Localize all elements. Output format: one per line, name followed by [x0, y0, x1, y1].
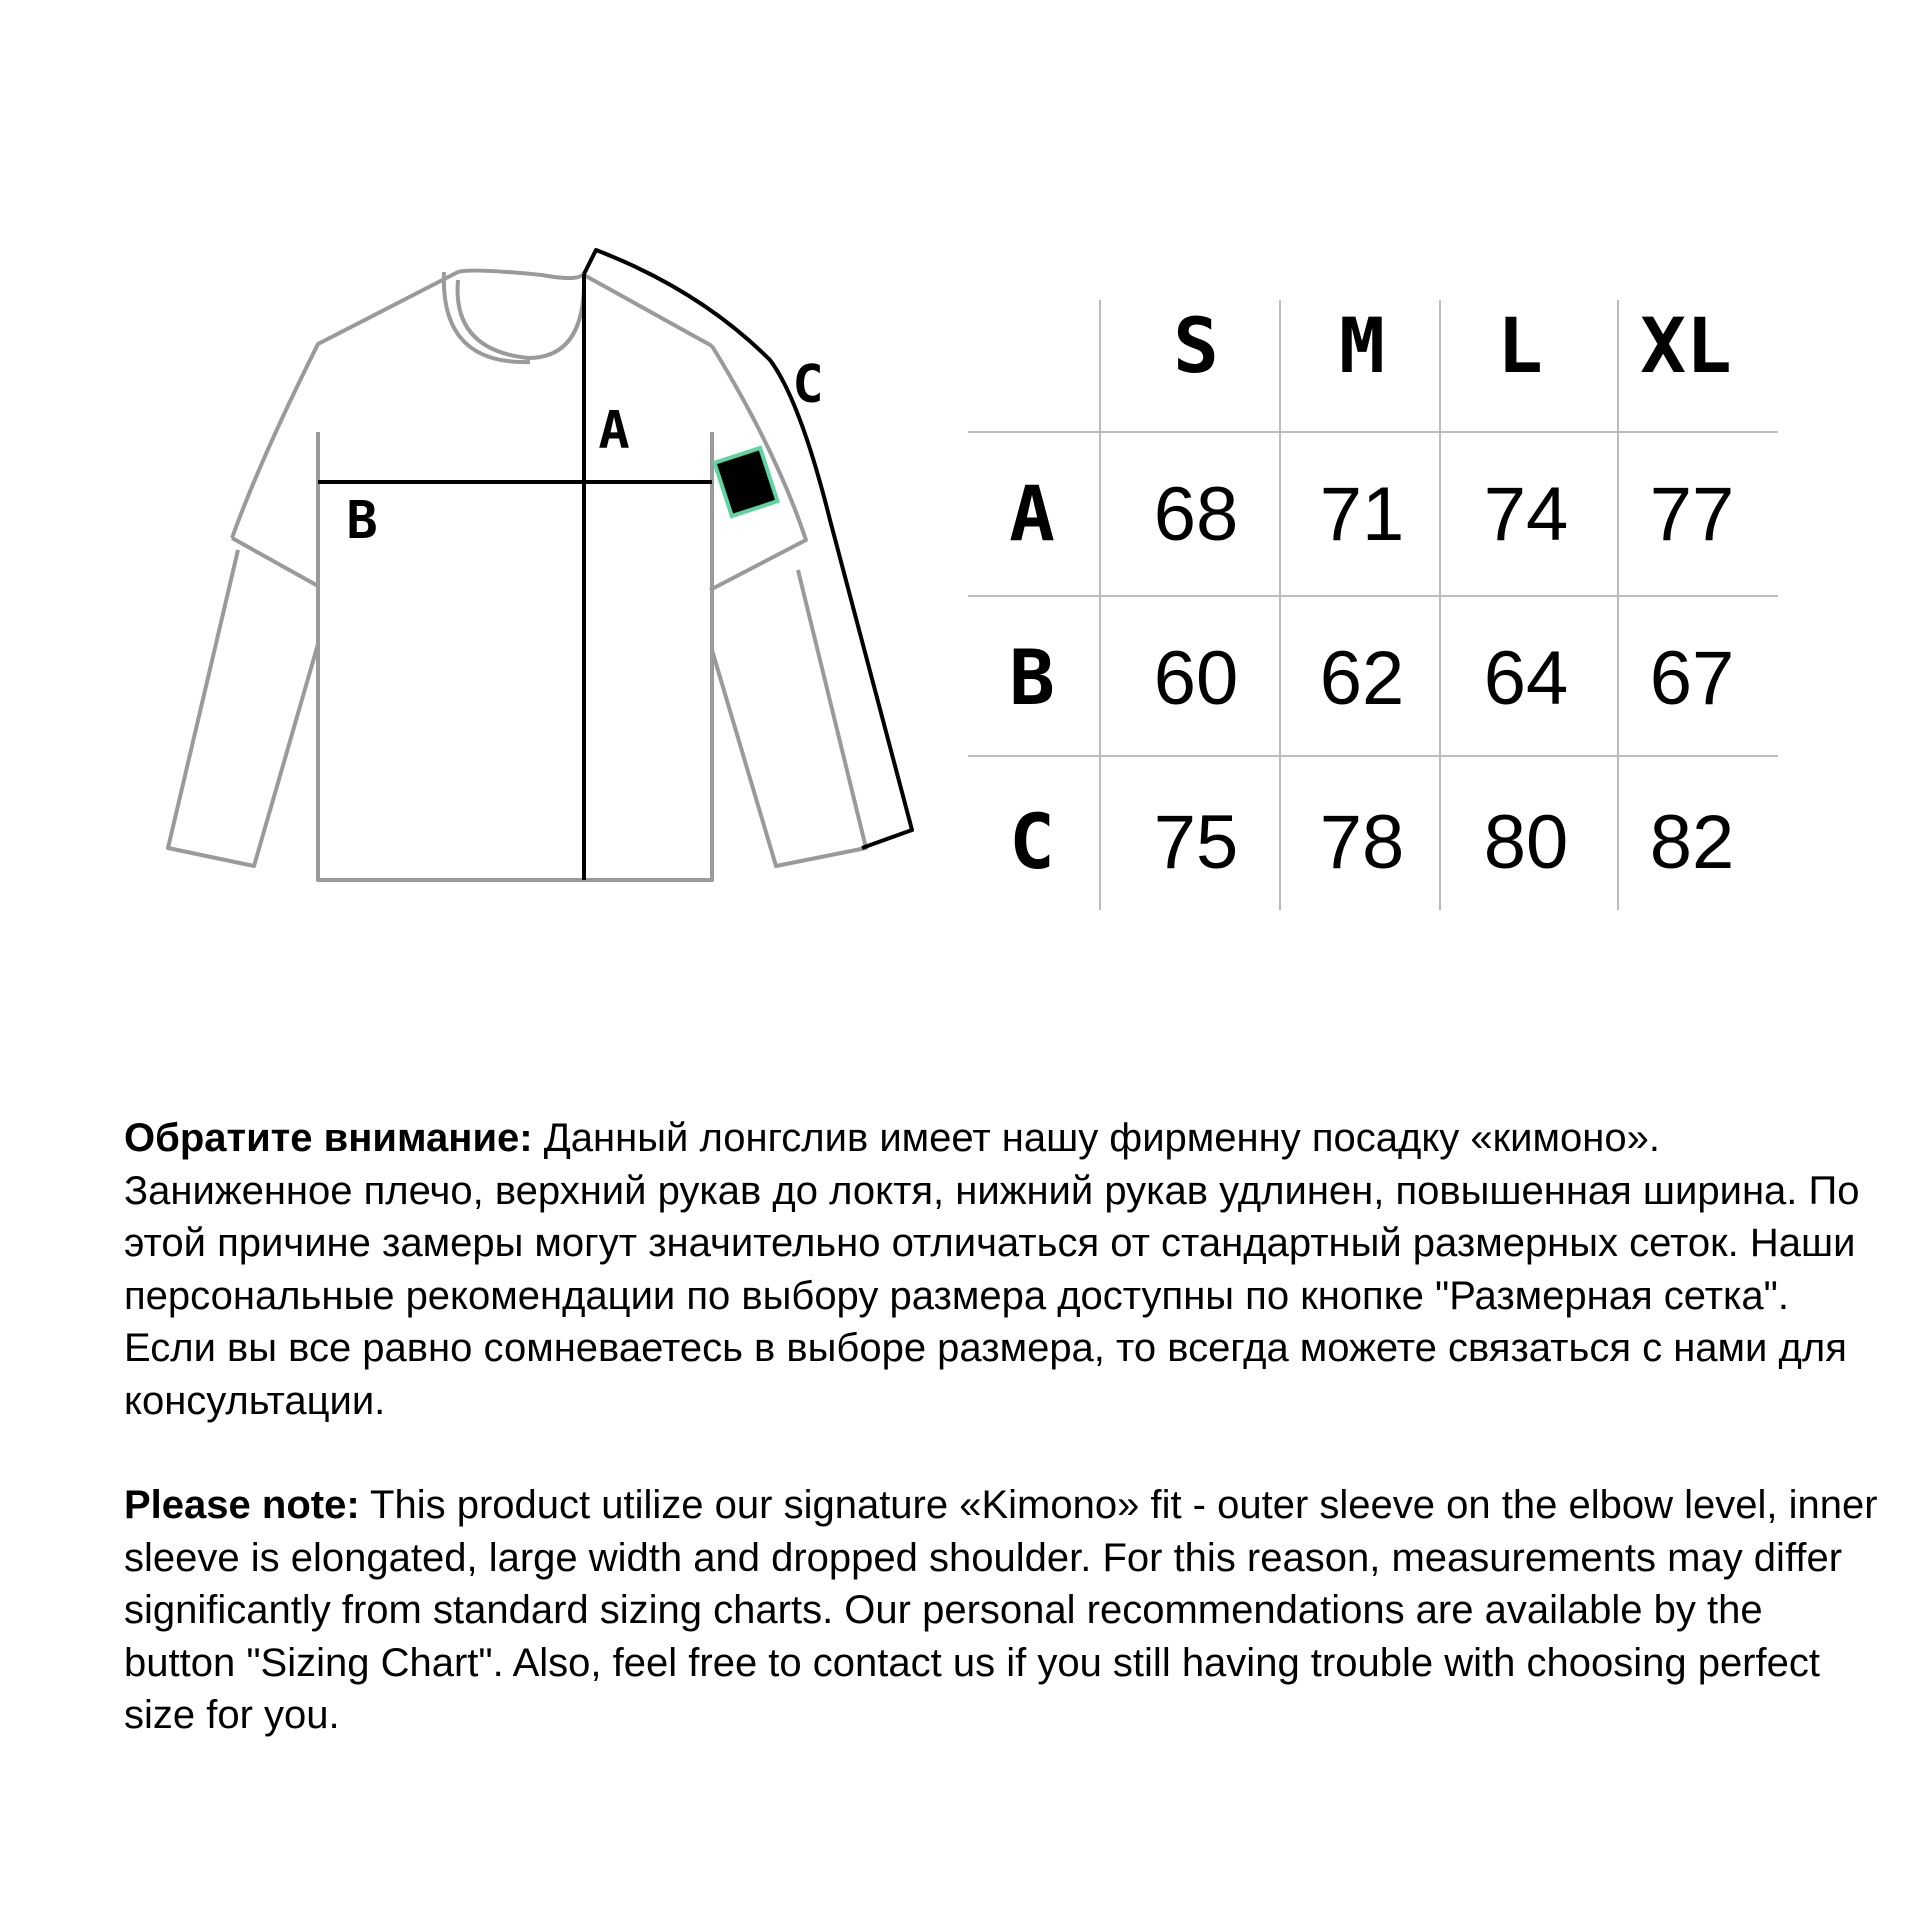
- table-cell: 74: [1483, 472, 1569, 557]
- table-cell: 75: [1153, 800, 1239, 885]
- table-cell: 64: [1483, 636, 1569, 721]
- table-cell: 71: [1319, 472, 1405, 557]
- left-shoulder: [232, 272, 458, 538]
- diagram-label-a: A: [598, 401, 630, 461]
- neckline: [458, 271, 584, 279]
- row-label: B: [1009, 633, 1055, 722]
- table-cell: 67: [1649, 636, 1735, 721]
- table-cell: 60: [1153, 636, 1239, 721]
- table-cell: 82: [1649, 800, 1735, 885]
- table-cell: 62: [1319, 636, 1405, 721]
- size-header-xl: XL: [1640, 301, 1732, 390]
- size-row-c: [1009, 797, 1734, 886]
- fit-notes: [124, 1112, 1884, 1742]
- size-header-s: S: [1173, 301, 1219, 390]
- size-header-l: L: [1497, 301, 1543, 390]
- note-en: [124, 1479, 1884, 1742]
- right-shoulder: [584, 275, 712, 346]
- size-header-m: M: [1339, 301, 1385, 390]
- sleeve-patch-icon: [715, 448, 778, 516]
- left-inner-sleeve: [168, 550, 318, 866]
- table-cell: 80: [1483, 800, 1569, 885]
- table-cell: 78: [1319, 800, 1405, 885]
- inner-collar: [458, 280, 584, 358]
- longsleeve-drawing: [168, 271, 866, 880]
- note-ru-body: Данный лонгслив имеет нашу фирменну посадку «кимоно». Заниженное плечо, верхний рукав до локтя, нижний рукав удлинен, повышенная ширина. По этой причине замеры могут значительно отличаться от стандартный размерных сеток. Наши персональные рекомендации по выбору размера доступны по кнопке "Размерная сетка". Если вы все равно сомневаетесь в выборе размера, то всегда можете связаться с нами для консультации.: [124, 1116, 1860, 1423]
- diagram-label-c: C: [792, 355, 824, 415]
- note-en-title: Please note:: [124, 1483, 360, 1527]
- size-row-b: [1009, 633, 1734, 722]
- size-table-header: [1173, 301, 1732, 390]
- diagram-label-b: B: [346, 491, 378, 551]
- row-label: A: [1009, 469, 1055, 558]
- note-ru-title: Обратите внимание:: [124, 1116, 533, 1160]
- note-ru: [124, 1112, 1884, 1427]
- sleeve-length-line: [584, 250, 912, 848]
- table-cell: 68: [1153, 472, 1239, 557]
- note-en-body: This product utilize our signature «Kimono» fit - outer sleeve on the elbow level, inner sleeve is elongated, large width and dropped shoulder. For this reason, measurements may differ significantly from standard sizing charts. Our personal recommendations are available by the button "Sizing Chart". Also, feel free to contact us if you still having trouble with choosing perfect size for you.: [124, 1483, 1878, 1737]
- table-cell: 77: [1649, 472, 1735, 557]
- right-inner-sleeve: [712, 570, 866, 866]
- size-row-a: [1009, 469, 1734, 558]
- row-label: C: [1009, 797, 1055, 886]
- left-outer-sleeve: [232, 538, 318, 586]
